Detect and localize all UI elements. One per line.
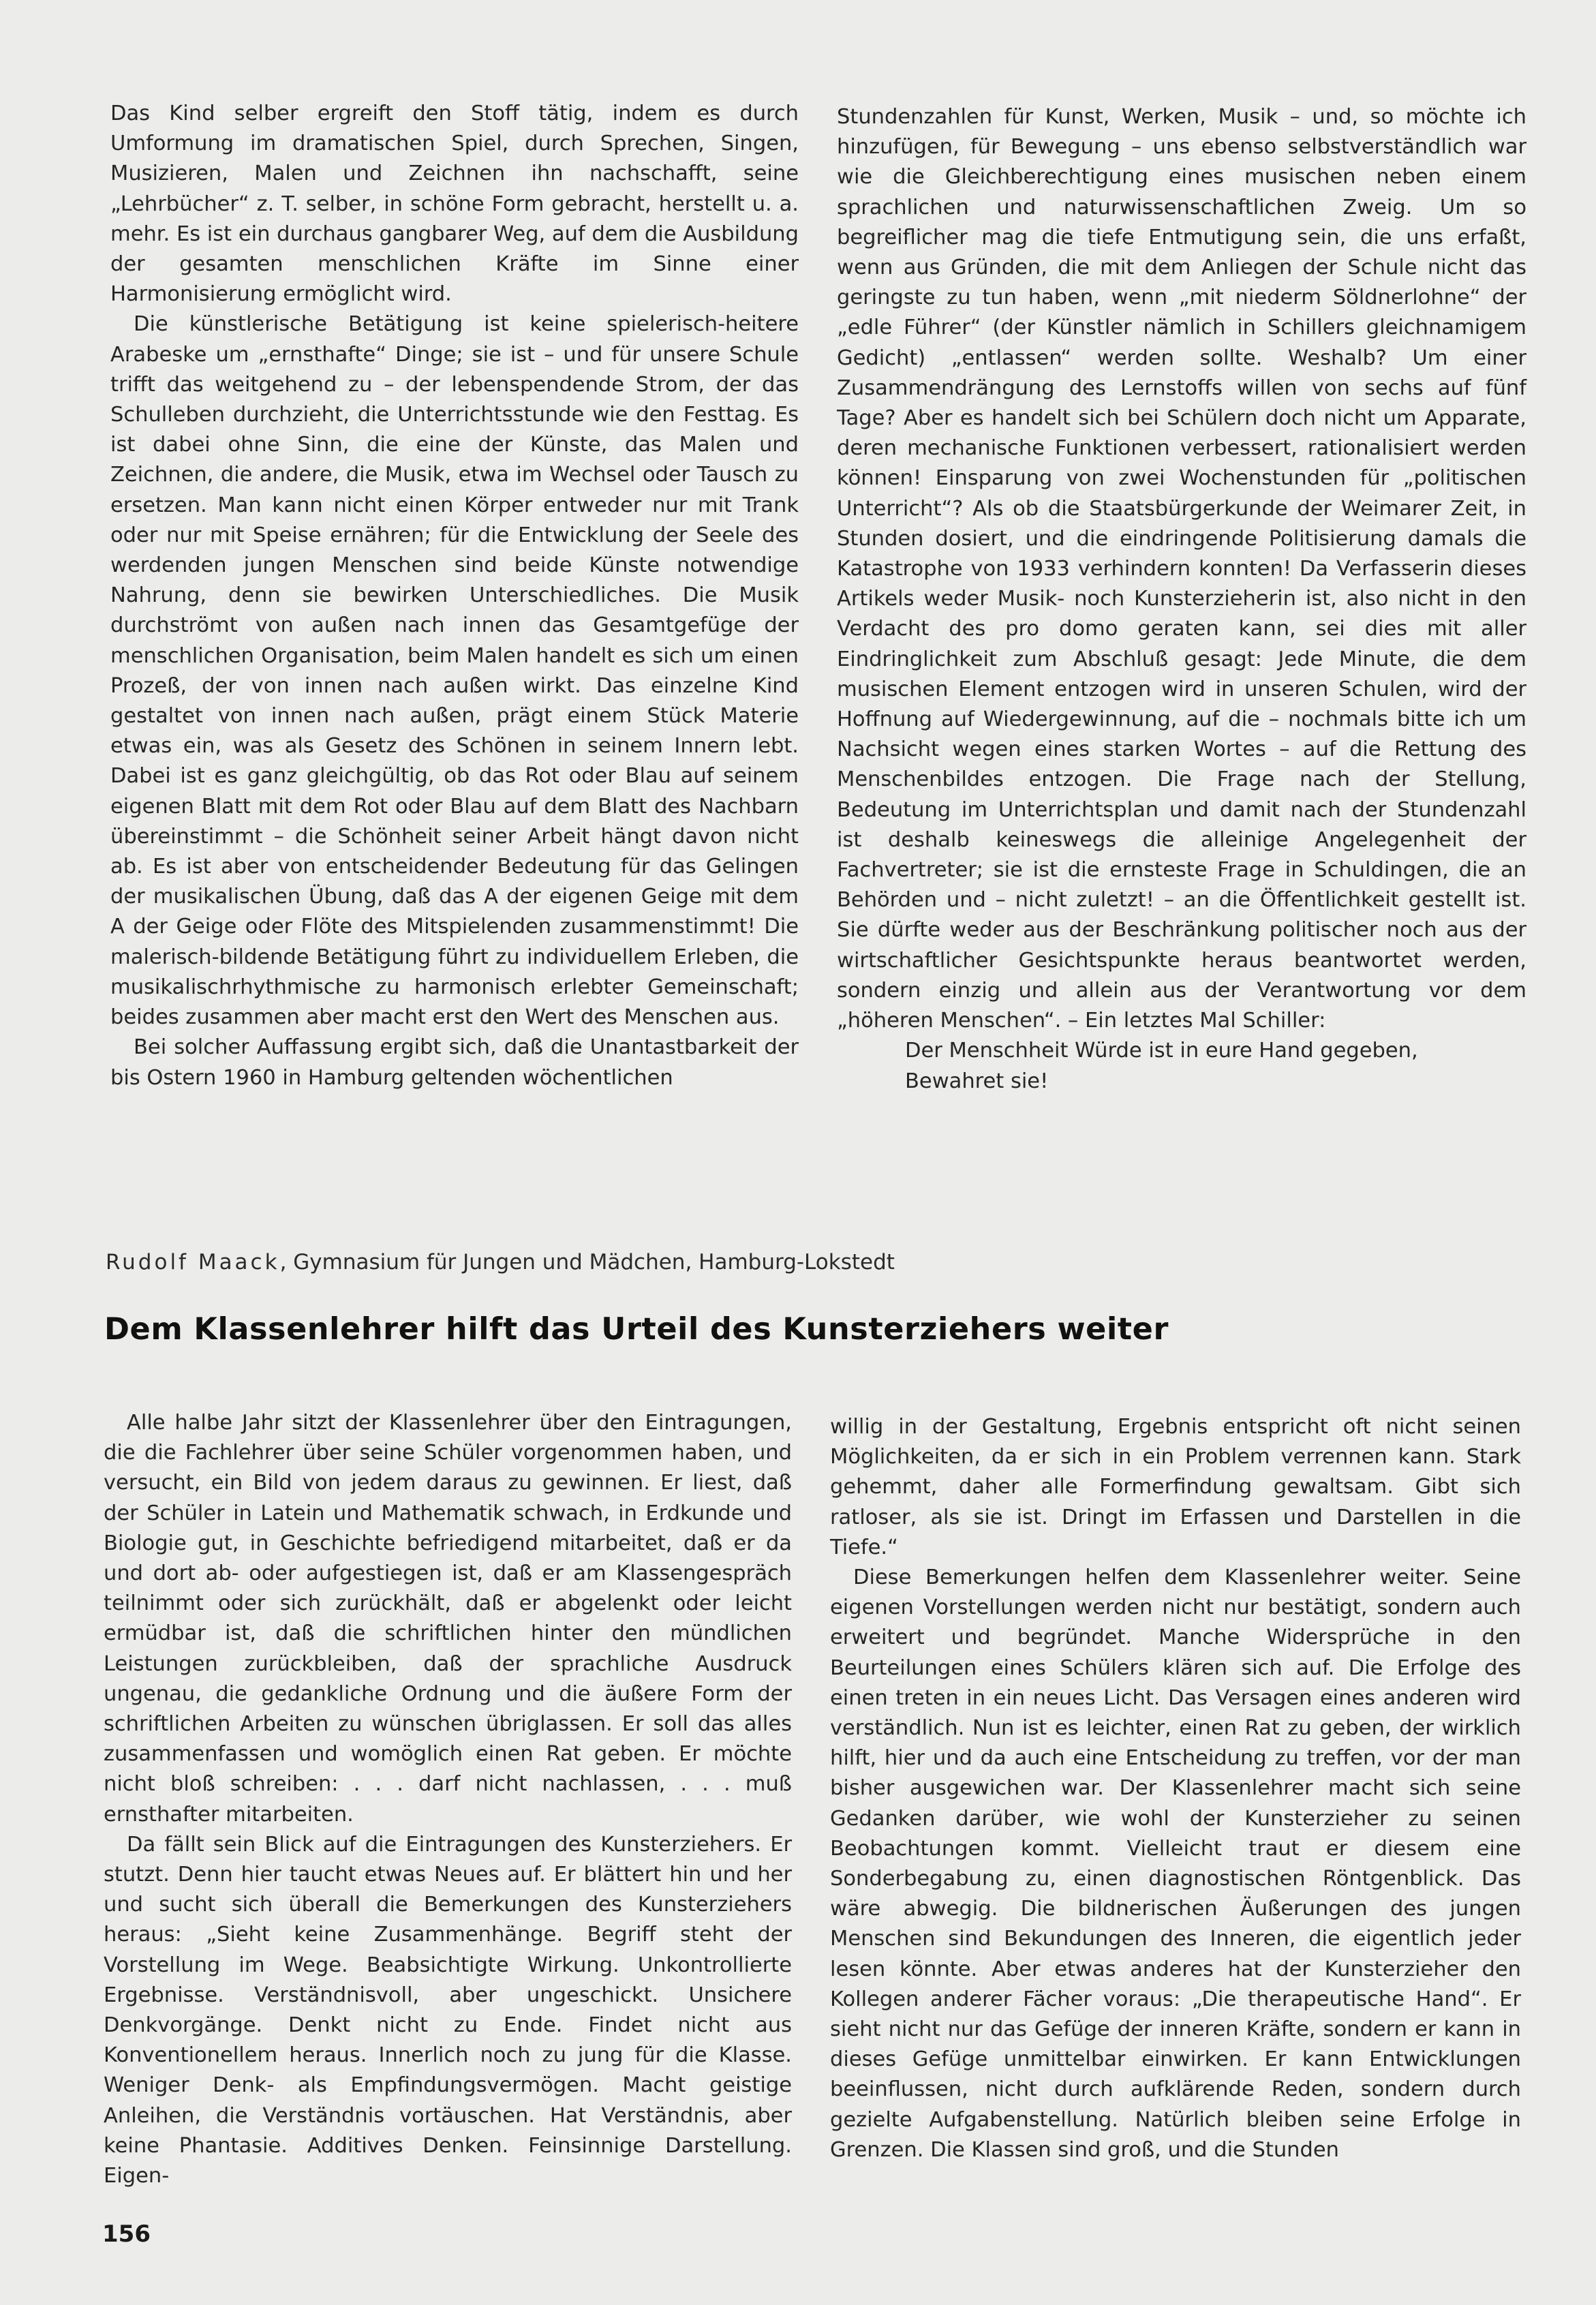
paragraph: Da fällt sein Blick auf die Eintragungen des Kunsterziehers. Er stutzt. Denn hier taucht etwas Neues auf. Er blättert hin und her und sucht sich überall die Bemerkungen des Kunsterziehers heraus: „Sieht keine Zusammenhänge. Begriff steht der Vorstellung im Wege. Beabsichtigte Wirkung. Unkontrollierte Ergebnisse. Verständnisvoll, aber ungeschickt. Unsichere Denkvorgänge. Denkt nicht zu Ende. Findet nicht aus Konventionellem heraus. Innerlich noch zu jung für die Klasse. Weniger Denk- als Empfindungsvermögen. Macht geistige Anleihen, die Verständnis vortäuschen. Hat Verständnis, aber keine Phantasie. Additives Denken. Feinsinnige Darstellung. Eigen-	[104, 1832, 792, 2188]
paragraph: Bei solcher Auffassung ergibt sich, daß die Unantastbarkeit der bis Ostern 1960 in Hamburg geltenden wöchentlichen	[110, 1035, 799, 1090]
article-byline	[106, 1250, 895, 1274]
page-number: 156	[102, 2220, 151, 2248]
article-right-column	[830, 1412, 1521, 2165]
verse-line: Der Menschheit Würde ist in eure Hand gegeben,	[905, 1039, 1418, 1063]
paragraph: Alle halbe Jahr sitzt der Klassenlehrer über den Eintragungen, die die Fachlehrer über seine Schüler vorgenommen haben, und versucht, ein Bild von jedem daraus zu gewinnen. Er liest, daß der Schüler in Latein und Mathematik schwach, in Erdkunde und Biologie gut, in Geschichte befriedigend mitarbeitet, daß er da und dort ab- oder aufgestiegen ist, daß er am Klassengespräch teilnimmt oder sich zurückhält, daß er abgelenkt oder leicht ermüdbar ist, daß die schriftlichen hinter den mündlichen Leistungen zurückbleiben, daß der sprachliche Ausdruck ungenau, die gedankliche Ordnung und die äußere Form der schriftlichen Arbeiten zu wünschen übriglassen. Er soll das alles zusammenfassen und womöglich einen Rat geben. Er möchte nicht bloß schreiben: . . . darf nicht nachlassen, . . . muß ernsthafter mitarbeiten.	[104, 1411, 792, 1827]
paragraph: willig in der Gestaltung, Ergebnis entspricht oft nicht seinen Möglichkeiten, da er sich in ein Problem verrennen kann. Stark gehemmt, daher alle Formerfindung gewaltsam. Gibt sich ratloser, als sie ist. Dringt im Erfassen und Darstellen in die Tiefe.“	[830, 1415, 1521, 1559]
article-headline: Dem Klassenlehrer hilft das Urteil des Kunsterziehers weiter	[104, 1312, 1169, 1347]
paragraph: Die künstlerische Betätigung ist keine spielerisch-heitere Arabeske um „ernsthafte“ Dinge; sie ist – und für unsere Schule trifft das weitgehend zu – der lebenspendende Strom, der das Schulleben durchzieht, die Unterrichtsstunde wie den Festtag. Es ist dabei ohne Sinn, die eine der Künste, das Malen und Zeichnen, die andere, die Musik, etwa im Wechsel oder Tausch zu ersetzen. Man kann nicht einen Körper entweder nur mit Trank oder nur mit Speise ernähren; für die Entwicklung der Seele des werdenden jungen Menschen sind beide Künste notwendige Nahrung, denn sie bewirken Unterschiedliches. Die Musik durchströmt von außen nach innen das Gesamtgefüge der menschlichen Organisation, beim Malen handelt es sich um einen Prozeß, der von innen nach außen wirkt. Das einzelne Kind gestaltet von innen nach außen, prägt einem Stück Materie etwas ein, was als Gesetz des Schönen in seinem Innern lebt. Dabei ist es ganz gleichgültig, ob das Rot oder Blau auf seinem eigenen Blatt mit dem Rot oder Blau auf dem Blatt des Nachbarn übereinstimmt – die Schönheit seiner Arbeit hängt davon nicht ab. Es ist aber von entscheidender Bedeutung für das Gelingen der musikalischen Übung, daß das A der eigenen Geige mit dem A der Geige oder Flöte des Mitspielenden zusammenstimmt! Die malerisch-bildende Betätigung führt zu individuellem Erleben, die musikalischrhythmische zu harmonisch erlebter Gemeinschaft; beides zusammen aber macht erst den Wert des Menschen aus.	[110, 312, 799, 1030]
author-affiliation: , Gymnasium für Jungen und Mädchen, Hamburg-Lokstedt	[279, 1250, 895, 1274]
paragraph: Diese Bemerkungen helfen dem Klassenlehrer weiter. Seine eigenen Vorstellungen werden nicht nur bestätigt, sondern auch erweitert und begründet. Manche Widersprüche in den Beurteilungen eines Schülers klären sich auf. Die Erfolge des einen treten in ein neues Licht. Das Versagen eines anderen wird verständlich. Nun ist es leichter, einen Rat zu geben, der wirklich hilft, hier und da auch eine Entscheidung zu treffen, vor der man bisher ausgewichen war. Der Klassenlehrer macht sich seine Gedanken darüber, wie wohl der Kunsterzieher zu seinen Beobachtungen kommt. Vielleicht traut er diesem eine Sonderbegabung zu, einen diagnostischen Röntgenblick. Das wäre abwegig. Die bildnerischen Äußerungen des jungen Menschen sind Bekundungen des Inneren, die eigentlich jeder lesen könnte. Aber etwas anderes hat der Kunsterzieher den Kollegen anderer Fächer voraus: „Die therapeutische Hand“. Er sieht nicht nur das Gefüge der inneren Kräfte, sondern er kann in dieses Gefüge unmittelbar einwirken. Er kann Entwicklungen beeinflussen, nicht durch aufklärende Reden, sondern durch gezielte Aufgabenstellung. Natürlich bleiben seine Erfolge in Grenzen. Die Klassen sind groß, und die Stunden	[830, 1566, 1521, 2162]
paragraph: Stundenzahlen für Kunst, Werken, Musik – und, so möchte ich hinzufügen, für Bewegung – uns ebenso selbstverständlich war wie die Gleichberechtigung eines musischen neben einem sprachlichen und naturwissenschaftlichen Zweig. Um so begreiflicher mag die tiefe Entmutigung sein, die uns erfaßt, wenn aus Gründen, die mit dem Anliegen der Schule nicht das geringste zu tun haben, wenn „mit niederm Söldnerlohne“ der „edle Führer“ (der Künstler nämlich in Schillers gleichnamigem Gedicht) „entlassen“ werden sollte. Weshalb? Um einer Zusammendrängung des Lernstoffs willen von sechs auf fünf Tage? Aber es handelt sich bei Schülern doch nicht um Apparate, deren mechanische Funktionen verbessert, rationalisiert werden können! Einsparung von zwei Wochenstunden für „politischen Unterricht“? Als ob die Staatsbürgerkunde der Weimarer Zeit, in Stunden dosiert, und die eindringende Politisierung damals die Katastrophe von 1933 verhindern konnten! Da Verfasserin dieses Artikels weder Musik- noch Kunsterzieherin ist, also nicht in den Verdacht des pro domo geraten kann, sei dies mit aller Eindringlichkeit zum Abschluß gesagt: Jede Minute, die dem musischen Element entzogen wird in unseren Schulen, wird der Hoffnung auf Wiedergewinnung, auf die – nochmals bitte ich um Nachsicht wegen eines starken Wortes – auf die Rettung des Menschenbildes entzogen. Die Frage nach der Stellung, Bedeutung im Unterrichtsplan und damit nach der Stundenzahl ist deshalb keineswegs die alleinige Angelegenheit der Fachvertreter; sie ist die ernsteste Frage in Schuldingen, die an Behörden und – nicht zuletzt! – an die Öffentlichkeit gestellt ist. Sie dürfte weder aus der Beschränkung politischer noch aus der wirtschaftlicher Gesichtspunkte heraus beantwortet werden, sondern einzig und allein aus der Verantwortung vor dem „höheren Menschen“. – Ein letztes Mal Schiller:	[837, 105, 1526, 1033]
author-name: Rudolf Maack	[106, 1250, 280, 1274]
verse-line: Bewahret sie!	[905, 1069, 1049, 1093]
top-left-column	[110, 99, 799, 1093]
article-left-column	[104, 1408, 792, 2191]
top-right-column	[837, 102, 1526, 1097]
paragraph: Das Kind selber ergreift den Stoff tätig, indem es durch Umformung im dramatischen Spiel, durch Sprechen, Singen, Musizieren, Malen und Zeichnen ihn nachschafft, seine „Lehrbücher“ z. T. selber, in schöne Form gebracht, herstellt u. a. mehr. Es ist ein durchaus gangbarer Weg, auf dem die Ausbildung der gesamten menschlichen Kräfte im Sinne einer Harmonisierung ermöglicht wird.	[110, 102, 799, 307]
